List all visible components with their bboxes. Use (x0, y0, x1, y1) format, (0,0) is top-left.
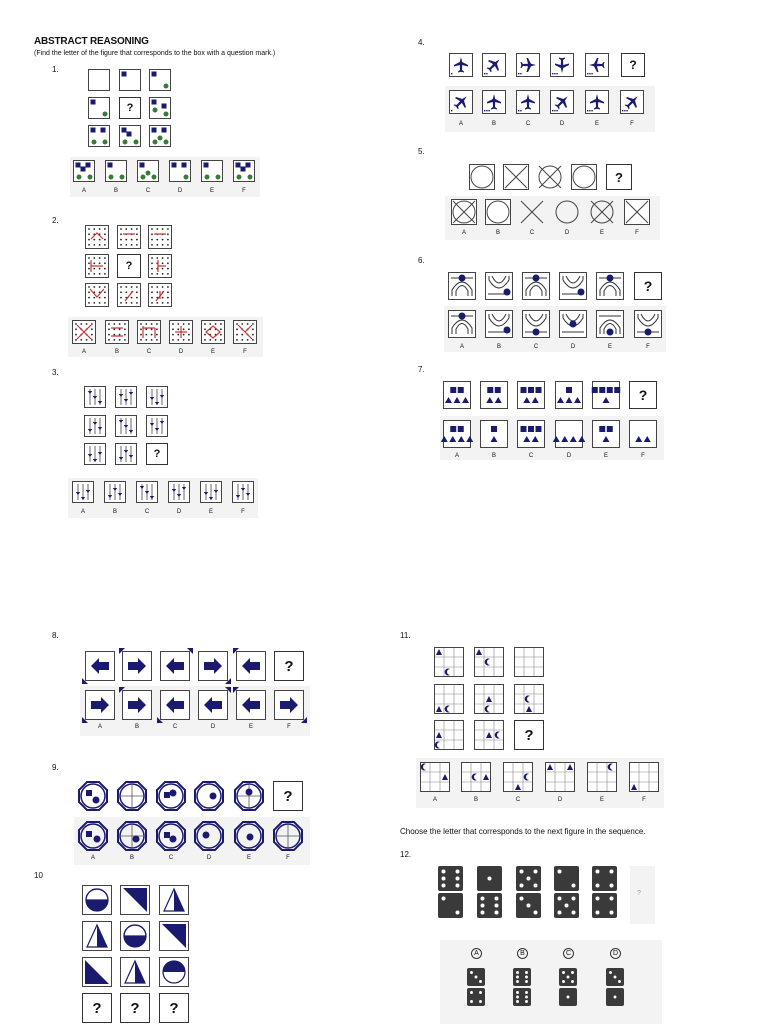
q7-option-d (555, 420, 583, 448)
question-2-number: 2. (52, 216, 59, 225)
q3-cell-6 (146, 415, 168, 437)
q10-cell-1 (82, 885, 112, 915)
q10-cell-7 (82, 957, 112, 987)
q2-cell-6 (148, 254, 172, 278)
q4-option-c (516, 90, 540, 114)
q6-cell-3 (522, 272, 550, 300)
q2-option-label-c: C (146, 349, 152, 355)
q4-option-label-b: B (491, 121, 496, 127)
q6-option-label-d: D (570, 344, 576, 350)
q11-cell-1 (434, 647, 464, 677)
q12-domino-5 (592, 866, 617, 920)
q4-option-b (482, 90, 506, 114)
page-title: ABSTRACT REASONING (34, 36, 149, 47)
q10-cell-5 (120, 921, 150, 951)
q6-option-label-b: B (496, 344, 501, 350)
q11-option-label-b: B (473, 797, 478, 803)
q9-cell-1 (78, 781, 108, 811)
q6-cell-1 (448, 272, 476, 300)
q1-option-f (233, 160, 255, 182)
q10-cell-4 (82, 921, 112, 951)
q4-option-label-c: C (525, 121, 531, 127)
q3-option-label-a: A (80, 509, 85, 515)
q12-domino-1 (438, 866, 463, 920)
q6-option-label-a: A (459, 344, 464, 350)
q3-cell-8 (115, 443, 137, 465)
q8-option-a (85, 690, 115, 720)
q11-options-background (416, 758, 664, 808)
q9-option-label-c: C (168, 855, 174, 861)
q4-option-f (620, 90, 644, 114)
q10-question-box-1: ? (82, 993, 112, 1023)
q3-option-label-c: C (144, 509, 150, 515)
q3-cell-3 (146, 386, 168, 408)
q2-cell-4 (85, 254, 109, 278)
q5-option-c (519, 199, 545, 225)
question-5-number: 5. (418, 147, 425, 156)
question-8-number: 8. (52, 631, 59, 640)
instruction-text: (Find the letter of the figure that corresponds to the box with a question mark.) (34, 50, 276, 57)
q4-cell-2 (482, 53, 506, 77)
q3-option-a (72, 481, 94, 503)
q8-option-label-e: E (248, 724, 253, 730)
q6-cell-5 (596, 272, 624, 300)
q8-option-c (160, 690, 190, 720)
q4-option-label-d: D (559, 121, 565, 127)
q8-option-label-a: A (97, 724, 102, 730)
q8-option-label-c: C (172, 724, 178, 730)
q11-question-box: ? (514, 720, 544, 750)
q5-option-a (451, 199, 477, 225)
q5-cell-3 (537, 164, 563, 190)
q7-option-e (592, 420, 620, 448)
q8-cell-2 (122, 651, 152, 681)
q1-option-label-f: F (242, 188, 246, 194)
q5-cell-2 (503, 164, 529, 190)
q1-cell-9 (149, 125, 171, 147)
q6-option-label-e: E (607, 344, 612, 350)
question-6-number: 6. (418, 256, 425, 265)
q9-option-e (234, 821, 264, 851)
q6-option-b (485, 310, 513, 338)
q9-option-label-f: F (286, 855, 290, 861)
q5-option-label-c: C (529, 230, 535, 236)
q1-option-b (105, 160, 127, 182)
q11-option-c (503, 762, 533, 792)
q12-question-mark: ? (637, 890, 641, 897)
q4-option-e (585, 90, 609, 114)
q8-cell-4 (198, 651, 228, 681)
q5-option-label-e: E (599, 230, 604, 236)
q8-question-box: ? (274, 651, 304, 681)
q2-option-e (201, 320, 225, 344)
q3-option-label-b: B (112, 509, 117, 515)
q2-option-d (169, 320, 193, 344)
q7-option-label-d: D (566, 453, 572, 459)
q6-option-f (634, 310, 662, 338)
q2-option-c (137, 320, 161, 344)
q1-cell-7 (88, 125, 110, 147)
q6-option-d (559, 310, 587, 338)
q11-option-label-e: E (599, 797, 604, 803)
q7-option-b (480, 420, 508, 448)
q7-cell-4 (555, 381, 583, 409)
question-1-number: 1. (52, 65, 59, 74)
q12-option-d (606, 968, 624, 1008)
q1-option-d (169, 160, 191, 182)
q12-domino-2 (477, 866, 502, 920)
q9-option-label-a: A (90, 855, 95, 861)
question-9-number: 9. (52, 763, 59, 772)
q7-option-label-e: E (603, 453, 608, 459)
q2-option-label-a: A (81, 349, 86, 355)
q6-option-label-c: C (533, 344, 539, 350)
q11-option-e (587, 762, 617, 792)
q4-cell-3 (516, 53, 540, 77)
q2-question-box: ? (117, 254, 141, 278)
q9-option-c (156, 821, 186, 851)
q1-option-c (137, 160, 159, 182)
question-11-number: 11. (400, 631, 411, 640)
q2-option-b (105, 320, 129, 344)
q5-option-label-d: D (564, 230, 570, 236)
q5-cell-1 (469, 164, 495, 190)
q3-cell-7 (84, 443, 106, 465)
q8-option-d (198, 690, 228, 720)
q9-option-b (117, 821, 147, 851)
q3-options-background (68, 478, 258, 518)
q1-cell-1 (88, 69, 110, 91)
question-10-number: 10 (34, 871, 43, 880)
q4-question-box: ? (621, 53, 645, 77)
q7-option-label-c: C (528, 453, 534, 459)
q3-cell-2 (115, 386, 137, 408)
q2-cell-9 (148, 283, 172, 307)
q11-option-label-a: A (432, 797, 437, 803)
q12-option-b (513, 968, 531, 1008)
q1-option-label-a: A (81, 188, 86, 194)
q1-options-background (70, 157, 260, 197)
q2-cell-8 (117, 283, 141, 307)
q9-option-label-d: D (206, 855, 212, 861)
q9-option-label-e: E (246, 855, 251, 861)
q12-domino-4 (554, 866, 579, 920)
q5-option-e (589, 199, 615, 225)
q11-option-a (420, 762, 450, 792)
q8-option-f (274, 690, 304, 720)
q7-question-box: ? (629, 381, 657, 409)
q7-option-f (629, 420, 657, 448)
q1-cell-3 (149, 69, 171, 91)
q4-option-d (550, 90, 574, 114)
q1-cell-6 (149, 97, 171, 119)
q2-option-label-d: D (178, 349, 184, 355)
q6-question-box: ? (634, 272, 662, 300)
q7-option-a (443, 420, 471, 448)
q4-cell-4 (550, 53, 574, 77)
q11-cell-8 (474, 720, 504, 750)
q11-cell-5 (474, 684, 504, 714)
q1-option-a (73, 160, 95, 182)
q2-cell-2 (117, 225, 141, 249)
q5-option-label-b: B (495, 230, 500, 236)
q5-cell-4 (571, 164, 597, 190)
q3-option-label-d: D (176, 509, 182, 515)
q7-option-label-a: A (454, 453, 459, 459)
q3-cell-1 (84, 386, 106, 408)
q2-option-label-f: F (243, 349, 247, 355)
q12-option-c (559, 968, 577, 1008)
q11-cell-4 (434, 684, 464, 714)
q1-option-label-e: E (209, 188, 214, 194)
q4-option-label-a: A (458, 121, 463, 127)
q3-option-label-e: E (208, 509, 213, 515)
q11-option-f (629, 762, 659, 792)
q2-option-label-e: E (210, 349, 215, 355)
q3-option-b (104, 481, 126, 503)
q9-question-box: ? (273, 781, 303, 811)
q9-cell-4 (194, 781, 224, 811)
q12-option-marker-b: B (517, 948, 528, 959)
q12-question-background (630, 866, 655, 924)
q9-cell-2 (117, 781, 147, 811)
q12-option-marker-a: A (471, 948, 482, 959)
q5-option-b (485, 199, 511, 225)
q10-cell-2 (120, 885, 150, 915)
q3-option-label-f: F (241, 509, 245, 515)
q1-option-label-c: C (145, 188, 151, 194)
q9-option-label-b: B (129, 855, 134, 861)
q8-cell-3 (160, 651, 190, 681)
sequence-instruction: Choose the letter that corresponds to the next figure in the sequence. (400, 827, 646, 836)
question-12-number: 12. (400, 850, 412, 859)
question-3-number: 3. (52, 368, 59, 377)
q10-question-box-3: ? (159, 993, 189, 1023)
q4-cell-5 (585, 53, 609, 77)
q6-option-c (522, 310, 550, 338)
q9-cell-5 (234, 781, 264, 811)
q3-question-box: ? (146, 443, 168, 465)
question-4-number: 4. (418, 38, 425, 47)
q9-option-a (78, 821, 108, 851)
q1-option-label-d: D (177, 188, 183, 194)
q1-cell-4 (88, 97, 110, 119)
q1-question-box: ? (119, 97, 141, 119)
q8-option-e (236, 690, 266, 720)
q7-cell-3 (517, 381, 545, 409)
q12-option-a (467, 968, 485, 1008)
q9-cell-3 (156, 781, 186, 811)
q6-cell-4 (559, 272, 587, 300)
q2-cell-3 (148, 225, 172, 249)
q8-option-label-b: B (134, 724, 139, 730)
q9-option-d (194, 821, 224, 851)
q7-cell-5 (592, 381, 620, 409)
q1-cell-2 (119, 69, 141, 91)
q7-option-c (517, 420, 545, 448)
q10-cell-9 (159, 957, 189, 987)
q8-option-label-f: F (287, 724, 291, 730)
q10-question-box-2: ? (120, 993, 150, 1023)
q2-option-a (72, 320, 96, 344)
q4-option-a (449, 90, 473, 114)
q11-cell-7 (434, 720, 464, 750)
question-7-number: 7. (418, 365, 425, 374)
q1-cell-8 (119, 125, 141, 147)
q11-cell-2 (474, 647, 504, 677)
q2-cell-1 (85, 225, 109, 249)
q10-cell-3 (159, 885, 189, 915)
q3-option-f (232, 481, 254, 503)
q7-cell-2 (480, 381, 508, 409)
q11-option-label-f: F (642, 797, 646, 803)
q11-option-label-c: C (515, 797, 521, 803)
q3-option-c (136, 481, 158, 503)
q10-cell-6 (159, 921, 189, 951)
q5-option-d (554, 199, 580, 225)
q11-option-label-d: D (557, 797, 563, 803)
q6-option-label-f: F (646, 344, 650, 350)
q1-option-e (201, 160, 223, 182)
q5-option-f (624, 199, 650, 225)
q3-option-e (200, 481, 222, 503)
q12-domino-3 (516, 866, 541, 920)
q11-cell-6 (514, 684, 544, 714)
q8-option-b (122, 690, 152, 720)
q3-cell-5 (115, 415, 137, 437)
q11-cell-3 (514, 647, 544, 677)
q3-option-d (168, 481, 190, 503)
q5-option-label-f: F (635, 230, 639, 236)
q7-option-label-f: F (641, 453, 645, 459)
q12-option-marker-d: D (610, 948, 621, 959)
q8-cell-5 (236, 651, 266, 681)
q4-cell-1 (449, 53, 473, 77)
q7-option-label-b: B (491, 453, 496, 459)
q7-cell-1 (443, 381, 471, 409)
q12-option-marker-c: C (563, 948, 574, 959)
q6-option-a (448, 310, 476, 338)
q8-cell-1 (85, 651, 115, 681)
q6-option-e (596, 310, 624, 338)
q3-cell-4 (84, 415, 106, 437)
q1-option-label-b: B (113, 188, 118, 194)
q11-option-b (461, 762, 491, 792)
q8-option-label-d: D (210, 724, 216, 730)
q2-cell-7 (85, 283, 109, 307)
q4-option-label-e: E (594, 121, 599, 127)
q6-cell-2 (485, 272, 513, 300)
q9-option-f (273, 821, 303, 851)
q6-options-background (444, 306, 666, 352)
q4-option-label-f: F (630, 121, 634, 127)
q5-question-box: ? (606, 164, 632, 190)
q5-option-label-a: A (461, 230, 466, 236)
q2-option-label-b: B (114, 349, 119, 355)
q10-cell-8 (120, 957, 150, 987)
q11-option-d (545, 762, 575, 792)
q2-option-f (233, 320, 257, 344)
